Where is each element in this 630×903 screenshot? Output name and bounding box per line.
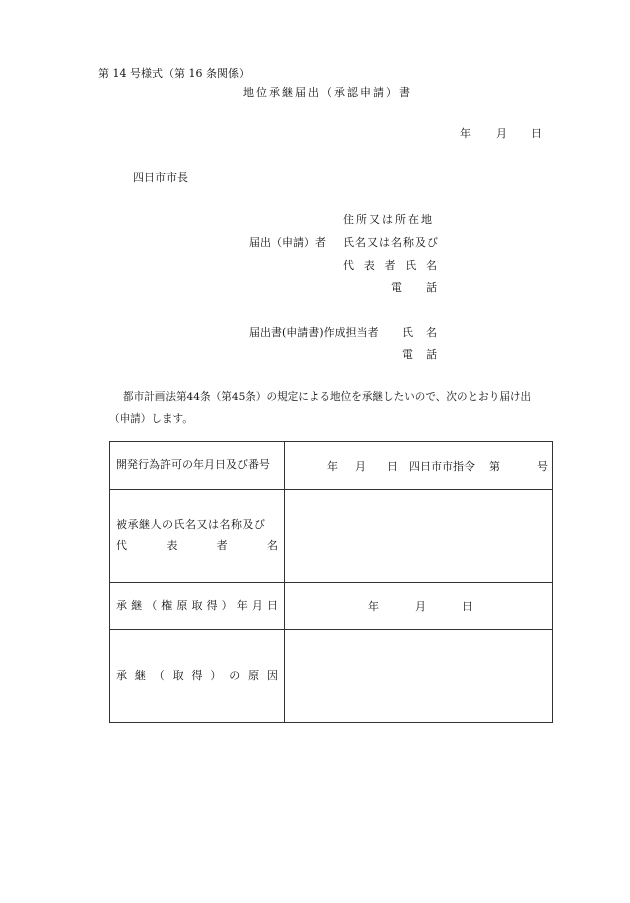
- label-char: 取: [172, 668, 184, 682]
- label-char: 取: [191, 598, 203, 612]
- succession-month: 月: [415, 600, 426, 613]
- applicant-address-label: 住所又は所在地: [343, 213, 434, 226]
- table-row-cause: [110, 630, 553, 723]
- body-text-line2: （申請）します。: [109, 413, 193, 425]
- label-char: （: [153, 668, 165, 682]
- label-char: 日: [266, 598, 278, 612]
- predecessor-label-line2: [116, 536, 278, 557]
- label-char: 年: [236, 598, 248, 612]
- label-char: の: [229, 668, 241, 682]
- preparer-role-label: 届出書(申請書)作成担当者: [249, 326, 379, 339]
- label-char: 継: [131, 598, 143, 612]
- name-char: 氏: [402, 326, 413, 339]
- phone-char: 電: [391, 281, 402, 294]
- applicant-role-label: 届出（申請）者: [249, 236, 326, 249]
- preparer-name-label: [402, 327, 437, 338]
- label-char: ）: [221, 598, 233, 612]
- rep-char: 者: [384, 259, 396, 272]
- predecessor-label-cell: [110, 490, 285, 583]
- applicant-name-label: 氏名又は名称及び: [343, 236, 439, 249]
- permit-year: 年: [327, 459, 338, 473]
- succession-date-label-cell: [110, 583, 285, 630]
- succession-table: [109, 441, 553, 723]
- predecessor-label-line1: 被承継人の氏名又は名称及び: [116, 518, 266, 532]
- cause-label: [116, 666, 278, 687]
- preparer-phone-label: [402, 349, 437, 360]
- label-char: 月: [251, 598, 263, 612]
- rep-char: 氏: [405, 259, 417, 272]
- label-char: ）: [210, 668, 222, 682]
- permit-month: 月: [355, 459, 366, 473]
- label-char: 承: [116, 668, 127, 682]
- date-year-label: 年: [460, 127, 471, 140]
- label-char: 者: [216, 539, 228, 552]
- label-char: 代: [116, 539, 127, 552]
- date-month-label: 月: [496, 127, 507, 140]
- label-char: （: [146, 598, 158, 612]
- phone-char: 話: [426, 281, 437, 294]
- permit-day: 日: [387, 459, 398, 473]
- permit-go: 号: [537, 459, 548, 473]
- name-char: 名: [426, 326, 437, 339]
- cause-label-cell: [110, 630, 285, 723]
- rep-char: 表: [363, 259, 375, 272]
- label-char: 名: [266, 539, 278, 552]
- table-row-predecessor: [110, 490, 553, 583]
- predecessor-value-cell[interactable]: [285, 490, 553, 583]
- succession-date-label: [116, 596, 278, 617]
- document-title: 地位承継届出（承認申請）書: [243, 86, 412, 99]
- succession-day: 日: [462, 600, 473, 613]
- permit-label-cell: [110, 442, 285, 490]
- label-char: 得: [206, 598, 218, 612]
- phone-char: 話: [426, 348, 437, 361]
- addressee: 四日市市長: [133, 171, 188, 184]
- permit-value-cell: [285, 442, 553, 490]
- table-row-succession-date: [110, 583, 553, 630]
- cause-value-cell[interactable]: [285, 630, 553, 723]
- form-number: 第 14 号様式（第 16 条関係）: [98, 67, 250, 80]
- date-day-label: 日: [531, 127, 542, 140]
- table-row-permit: [110, 442, 553, 490]
- label-char: 得: [191, 668, 203, 682]
- permit-dai: 第: [489, 459, 500, 473]
- rep-char: 代: [343, 259, 354, 272]
- label-char: 表: [166, 539, 178, 552]
- phone-char: 電: [402, 348, 413, 361]
- label-char: 継: [134, 668, 146, 682]
- applicant-phone-label: [391, 282, 437, 293]
- applicant-representative-label: [343, 260, 437, 271]
- body-text-line1: 都市計画法第44条（第45条）の規定による地位を承継したいので、次のとおり届け出: [123, 391, 532, 403]
- label-char: 原: [248, 668, 260, 682]
- succession-date-value-cell[interactable]: [285, 583, 553, 630]
- label-char: 権: [161, 598, 173, 612]
- label-char: 原: [176, 598, 188, 612]
- succession-year: 年: [368, 600, 379, 613]
- label-char: 承: [116, 598, 127, 612]
- permit-label: 開発行為許可の年月日及び番号: [116, 458, 270, 472]
- label-char: 因: [267, 668, 278, 682]
- rep-char: 名: [426, 259, 437, 272]
- permit-office: 四日市市指令: [409, 459, 475, 473]
